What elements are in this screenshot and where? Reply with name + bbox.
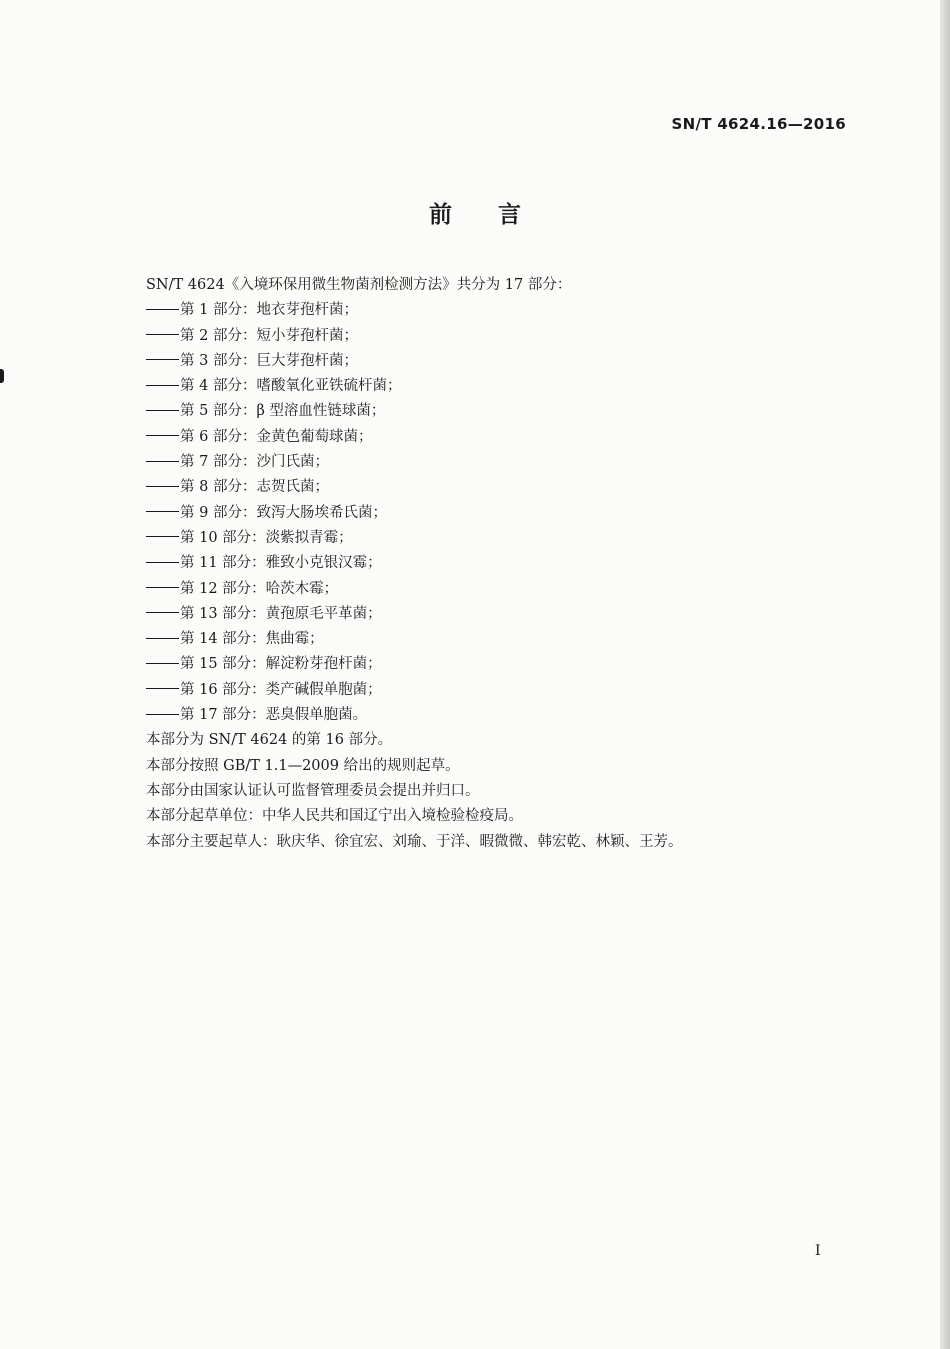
dash-marker (146, 435, 179, 436)
dash-marker (146, 536, 179, 537)
dash-marker (146, 562, 179, 563)
dash-marker (146, 359, 179, 360)
dash-marker (146, 410, 179, 411)
list-item (146, 602, 846, 627)
list-item (146, 577, 846, 602)
dash-marker (146, 309, 179, 310)
list-item (146, 475, 846, 500)
list-item (146, 678, 846, 703)
paragraph-drafting-rules: 本部分按照 GB/T 1.1—2009 给出的规则起草。 (146, 757, 460, 774)
page-title: 前言 (429, 202, 567, 228)
standard-code: SN/T 4624.16—2016 (671, 115, 846, 133)
list-item-text: 第 11 部分：雅致小克银汉霉； (180, 555, 382, 572)
list-item (146, 501, 846, 526)
list-item (146, 399, 846, 424)
dash-marker (146, 511, 179, 512)
dash-marker (146, 385, 179, 386)
list-item-text: 第 15 部分：解淀粉芽孢杆菌； (180, 656, 382, 673)
paragraph-drafting-unit: 本部分起草单位：中华人民共和国辽宁出入境检验检疫局。 (146, 808, 523, 825)
dash-marker (146, 587, 179, 588)
list-item (146, 374, 846, 399)
list-item (146, 298, 846, 323)
dash-marker (146, 714, 179, 715)
list-item-text: 第 16 部分：类产碱假单胞菌； (180, 681, 382, 698)
list-item-text: 第 2 部分：短小芽孢杆菌； (180, 327, 358, 344)
list-item-text: 第 12 部分：哈茨木霉； (180, 580, 339, 597)
dash-marker (146, 663, 179, 664)
list-item-text: 第 8 部分：志贺氏菌； (180, 479, 329, 496)
list-item-text: 第 9 部分：致泻大肠埃希氏菌； (180, 504, 387, 521)
list-item-text: 第 3 部分：巨大芽孢杆菌； (180, 352, 358, 369)
list-item-text: 第 4 部分：嗜酸氧化亚铁硫杆菌； (180, 378, 402, 395)
list-item-text: 第 14 部分：焦曲霉； (180, 631, 324, 648)
scan-mark (0, 369, 4, 383)
list-item (146, 450, 846, 475)
dash-marker (146, 612, 179, 613)
list-item (146, 627, 846, 652)
dash-marker (146, 638, 179, 639)
list-item (146, 551, 846, 576)
dash-marker (146, 688, 179, 689)
dash-marker (146, 334, 179, 335)
list-item (146, 652, 846, 677)
intro-paragraph: SN/T 4624《入境环保用微生物菌剂检测方法》共分为 17 部分： (146, 277, 572, 293)
list-item-text: 第 10 部分：淡紫拟青霉； (180, 529, 353, 546)
foreword-body (146, 273, 846, 855)
dash-marker (146, 461, 179, 462)
list-item (146, 324, 846, 349)
list-item-text: 第 6 部分：金黄色葡萄球菌； (180, 428, 373, 445)
list-item-text: 第 7 部分：沙门氏菌； (180, 454, 329, 471)
list-item-text: 第 5 部分：β 型溶血性链球菌； (180, 403, 386, 420)
paragraph-part-statement: 本部分为 SN/T 4624 的第 16 部分。 (146, 732, 393, 749)
list-item-text: 第 17 部分：恶臭假单胞菌。 (180, 707, 368, 724)
list-item (146, 526, 846, 551)
parts-list (146, 298, 846, 728)
list-item (146, 425, 846, 450)
dash-marker (146, 486, 179, 487)
list-item (146, 349, 846, 374)
list-item-text: 第 13 部分：黄孢原毛平革菌； (180, 605, 382, 622)
paragraph-proposer: 本部分由国家认证认可监督管理委员会提出并归口。 (146, 782, 480, 799)
paragraph-drafters: 本部分主要起草人：耿庆华、徐宜宏、刘瑜、于洋、暇微微、韩宏乾、林颖、王芳。 (146, 833, 683, 850)
page-number: I (815, 1243, 821, 1259)
list-item-text: 第 1 部分：地衣芽孢杆菌； (180, 302, 358, 319)
list-item (146, 703, 846, 728)
